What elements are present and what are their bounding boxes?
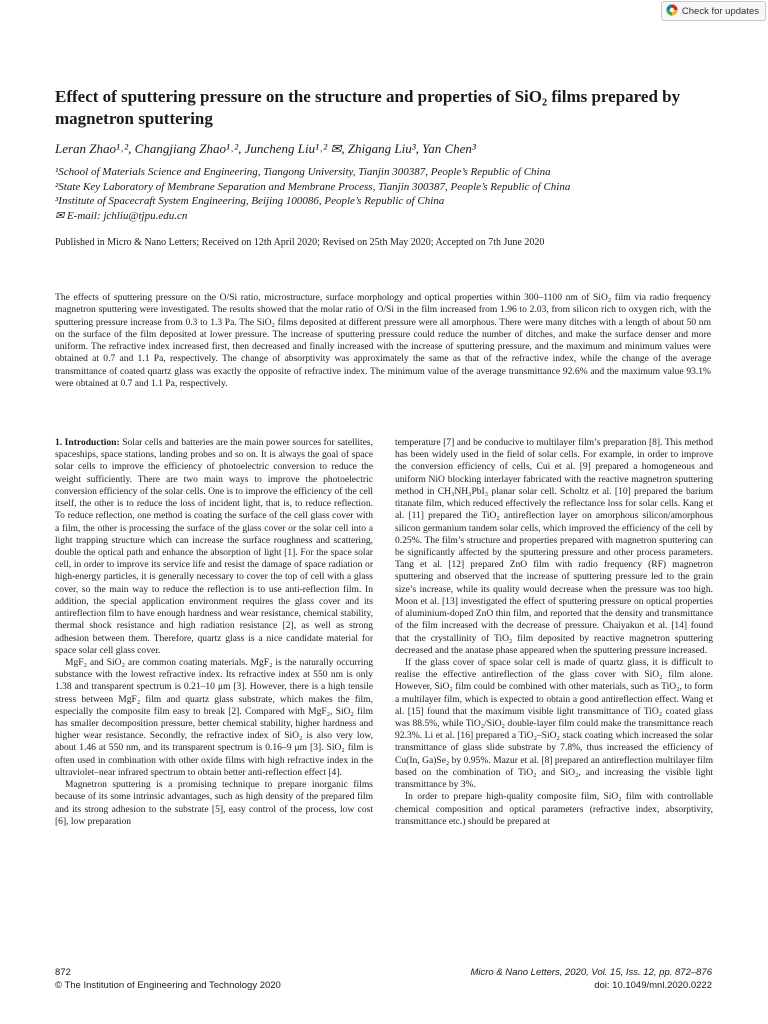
doi-link[interactable]: doi: 10.1049/mnl.2020.0222 [594,980,712,991]
check-for-updates-button[interactable] [661,1,766,21]
check-for-updates-label: Check for updates [681,5,759,17]
left-column [55,437,373,828]
author-list: Leran Zhao¹˒², Changjiang Zhao¹˒², Juncheng Liu¹˒² ✉, Zhigang Liu³, Yan Chen³ [55,141,476,156]
intro-paragraph-2: MgF₂ and SiO₂ are common coating materials. MgF₂ is the naturally occurring substance with the lowest refractive index. Its refractive index at 550 nm is only 1.38 and transparent spectrum is 0.21–10 μm [3]. However, there is a high tensile stress between MgF₂ film and quartz glass substrate, which makes the film, especially the composite film easy to break [2]. Compared with MgF₂, SiO₂ film has smaller decomposition pressure, better chemical stability, higher hardness and higher wear resistance. Secondly, the refractive index of SiO₂ is also very low, about 1.46 at 550 nm, and its transparent spectrum is 0.16–9 μm [3]. SiO₂ film is often used in combination with other oxide films with high refractive index in the ultraviolet–near infrared spectrum to obtain better anti-reflection effect [4]. [55,656,373,778]
corresponding-email[interactable]: ✉ E-mail: jchliu@tjpu.edu.cn [55,209,188,222]
paragraph-text: Solar cells and batteries are the main power sources for satellites, spaceships, space stations, landing probes and so on. It is always the goal of space solar cells to improve the efficiency of photoelectric conversion to reduce the weight sufficiently. There are two main ways to improve the photoelectric conversion efficiency of the solar cells. One is to improve the efficiency of the cell itself, the other is to reduce the loss of incident light, that is, to reduce reflection. To reduce reflection, one method is coating the surface of the cell glass cover with a film, the other is processing the surface of the glass cover or the solar cell into a light trapping structure which can increase the surface roughness and scattering, double the optical path and enhance the absorption of light [1]. For the space solar cell, in order to improve its service life and resist the damage of space radiation or high-energy particles, it is generally necessary to cover the top of cell with a glass cover, so the main way to reduce the reflection is to use anti-reflection film. In addition, the special application environment requires the glass cover and its antireflection film to have enough hardness and wear resistance, chemical stability, thermal shock resistance and high radiation resistance [2], as well as strong adhesion between them. Therefore, quartz glass is a nice candidate material for space solar cell glass cover. [55,437,374,656]
crossmark-icon [666,4,678,19]
affiliation-2: ²State Key Laboratory of Membrane Separation and Membrane Process, Tianjin 300387, People’s Republic of China [55,180,571,193]
affiliations [55,165,720,223]
footer-right [470,966,712,992]
right-column [395,437,713,828]
page-number: 872 [55,967,71,978]
section-heading: 1. Introduction: [55,437,120,448]
copyright: © The Institution of Engineering and Technology 2020 [55,980,281,991]
intro-paragraph-4: temperature [7] and be conducive to multilayer film’s preparation [8]. This method has been widely used in the field of solar cells. For example, in order to improve the conversion efficiency of cells, Cui et al. [9] prepared a homogeneous and uniform NiO blocking interlayer fabricated with the reactive magnetron sputtering method in CH₃NH₃PbI₃ planar solar cell. Scholtz et al. [10] prepared the barium titanate film, which reduced effectively the reflectance loss for solar cells. Kang et al. [11] prepared the TiO₂ antireflection layer on amorphous silicon/amorphous silicon germanium tandem solar cells, which improved the efficiency of the cell by 0.25%. The film’s structure and properties prepared with magnetron sputtering can be significantly affected by the sputtering pressure and other process parameters. Tang et al. [12] prepared ZnO film with radio frequency (RF) magnetron sputtering and observed that the increase of sputtering pressure led to the grain size’s increase, while its quality would decrease when the pressure was too high. Moon et al. [13] investigated the effect of sputtering pressure on optical properties of aluminium-doped ZnO thin film, and reported that the density and transmittance of the film increased with the decrease of pressure. Chaiyakun et al. [14] found that the crystallinity of TiO₂ film deposited by reactive magnetron sputtering decreased and the anatase phase appeared when the sputtering pressure increased. [395,437,713,656]
publication-history: Published in Micro & Nano Letters; Received on 12th April 2020; Revised on 25th May 2020; Accepted on 7th June 2020 [55,237,545,248]
footer-left [55,966,281,992]
affiliation-1: ¹School of Materials Science and Engineering, Tiangong University, Tianjin 300387, People’s Republic of China [55,166,551,178]
article-title: Effect of sputtering pressure on the structure and properties of SiO₂ films prepared by magnetron sputtering [55,87,681,128]
intro-paragraph-3: Magnetron sputtering is a promising technique to prepare inorganic films because of its some intrinsic advantages, such as high density of the prepared film and its strong adhesion to the substrate [5], easy control of the process, low cost [6], low preparation [55,779,373,827]
journal-citation: Micro & Nano Letters, 2020, Vol. 15, Iss. 12, pp. 872–876 [470,967,712,978]
intro-paragraph-5: If the glass cover of space solar cell is made of quartz glass, it is difficult to realise the effective antireflection of the glass cover with SiO₂ film alone. However, SiO₂ film could be combined with other materials, such as TiO₂, to form a multilayer film, which is expected to obtain a good antireflection effect. Wang et al. [15] found that the maximum visible light transmittance of TiO₂ coated glass was 88.5%, while TiO₂/SiO₂ double-layer film could make the transmittance reach 92.3%. Li et al. [16] prepared a TiO₂–SiO₂ stack coating which increased the solar transmittance of glass slide substrate by 7.8%, thus increased the efficiency of Cu(In, Ga)Se₂ by 0.95%. Mazur et al. [8] prepared an antireflection multilayer film based on the combination of TiO₂ and SiO₂, and increasing the visible light transmittance by 3%. [395,656,713,791]
affiliation-3: ³Institute of Spacecraft System Engineering, Beijing 100086, People’s Republic of China [55,195,445,207]
intro-paragraph-6: In order to prepare high-quality composite film, SiO₂ film with controllable chemical composition and optical parameters (refractive index, absorptivity, transmittance etc.) should be prepared at [395,791,713,827]
abstract: The effects of sputtering pressure on the O/Si ratio, microstructure, surface morphology and optical properties within 300–1100 nm of SiO₂ film via radio frequency magnetron sputtering were investigated. The results showed that the molar ratio of O/Si in the film increased from 1.96 to 2.03, from silicon rich to oxygen rich, with the sputtering pressure increase from 0.3 to 1.3 Pa. The SiO₂ films deposited at different pressure were all amorphous. There were many ditches with a length of about 50 nm on the surface of the film deposited at lower pressure. The increase of sputtering pressure could reduce the number of ditches, and make the surface denser and more uniform. The refractive index increased first, then decreased and finally increased with the increase of sputtering pressure, and the maximum and minimum values were obtained at 0.7 and 1.1 Pa, respectively. The change of absorptivity was approximately the same as that of the refractive index, while the change of the average transmittance of coated quartz glass was exactly the opposite of refractive index. The minimum value of the average transmittance 92.6% and the maximum value 93.1% were obtained at 0.7 and 1.1 Pa, respectively. [55,292,711,389]
intro-paragraph-1 [55,437,373,657]
